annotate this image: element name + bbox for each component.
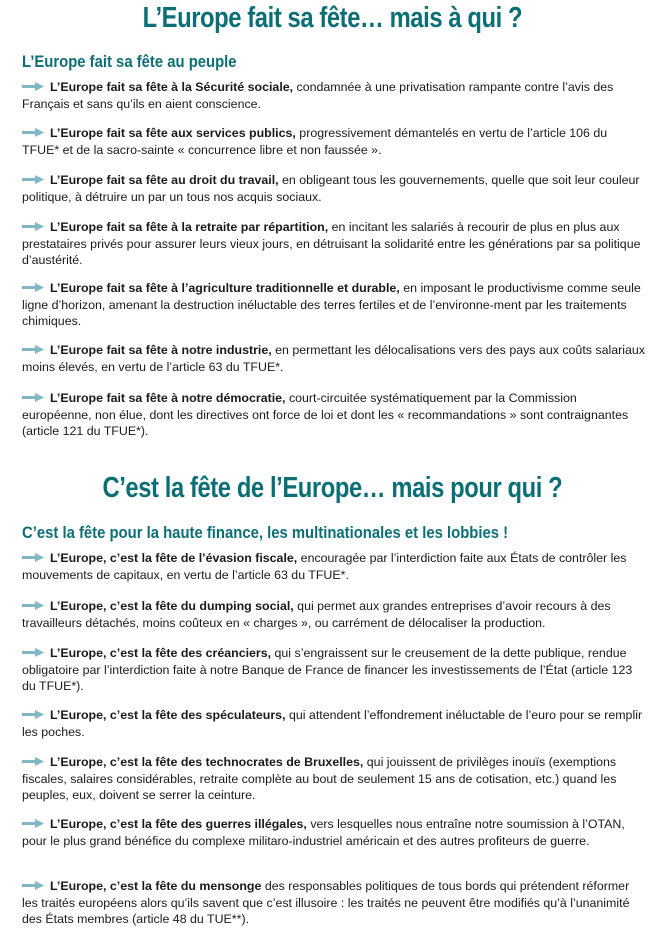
item-text: qui permet aux grandes entreprises d’avoir recours à des travailleurs détachés, moins coûteux en « charges », ou carrément de délocaliser la production.: [22, 599, 611, 630]
arrow-icon: [22, 175, 44, 184]
item-text: progressivement démantelés en vertu de l’article 106 du TFUE* et de la sacro-sainte « concurrence libre et non faussée ».: [22, 126, 608, 157]
list-item: [22, 550, 647, 583]
item-lead: L’Europe, c’est la fête des technocrates de Bruxelles,: [50, 755, 364, 769]
item-text: court-circuitée systématiquement par la Commission européenne, non élue, dont les directives ont force de loi et dont les « recommandations » sont contraignantes (article 121 du TFUE*).: [22, 391, 629, 438]
item-lead: L’Europe fait sa fête à l’agriculture traditionnelle et durable,: [50, 281, 400, 295]
item-lead: L’Europe fait sa fête à notre démocratie,: [50, 391, 286, 405]
arrow-icon: [22, 757, 44, 766]
item-text: qui s’engraissent sur le creusement de la dette publique, rendue obligatoire par l’interdiction faite à notre Banque de France de financer les investissements de l’État (article 123 du TFUE*).: [22, 646, 633, 693]
item-lead: L’Europe fait sa fête à la Sécurité sociale,: [50, 80, 294, 94]
arrow-icon: [22, 345, 44, 354]
arrow-icon: [22, 393, 44, 402]
arrow-icon: [22, 283, 44, 292]
item-text: condamnée à une privatisation rampante contre l’avis des Français et sans qu’ils en aient conscience.: [22, 80, 614, 111]
item-lead: L’Europe, c’est la fête du mensonge: [50, 879, 262, 893]
item-text: qui attendent l’effondrement inéluctable de l’euro pour se remplir les poches.: [22, 708, 643, 739]
list-item: [22, 598, 647, 631]
item-text: qui jouissent de privilèges inouïs (exemptions fiscales, salaires considérables, retraite complète au bout de seulement 15 ans de cotisation, etc.) quand les peuples, eux, doivent se serrer la ceinture.: [22, 755, 617, 802]
item-text: en imposant le productivisme comme seule ligne d’horizon, amenant la destruction inéluctable des terres fertiles et de l’environne-ment par les traitements chimiques.: [22, 281, 641, 328]
section2-subtitle: C’est la fête pour la haute finance, les multinationales et les lobbies !: [22, 524, 509, 542]
item-lead: L’Europe, c’est la fête de l’évasion fiscale,: [50, 551, 298, 565]
section2-title: C’est la fête de l’Europe… mais pour qui ?: [102, 472, 563, 504]
list-item: [22, 707, 647, 740]
item-lead: L’Europe, c’est la fête des spéculateurs,: [50, 708, 286, 722]
list-item: [22, 754, 647, 804]
item-text: des responsables politiques de tous bords qui prétendent réformer les traités européens alors qu’ils savent que c’est illusoire : les traités ne peuvent être modifiés qu’à l’unanimité des États membres (article 48 du TUE**).: [22, 879, 630, 926]
list-item: [22, 79, 647, 112]
item-text: en obligeant tous les gouvernements, quelle que soit leur couleur politique, à détruire un par un tous nos acquis sociaux.: [22, 173, 640, 204]
item-text: encouragée par l’interdiction faite aux États de contrôler les mouvements de capitaux, en vertu de l’article 63 du TFUE*.: [22, 551, 627, 582]
item-text: vers lesquelles nous entraîne notre soumission à l’OTAN, pour le plus grand bénéfice du complexe militaro-industriel américain et des autres profiteurs de guerre.: [22, 817, 625, 848]
arrow-icon: [22, 128, 44, 137]
list-item: [22, 219, 647, 269]
item-text: en incitant les salariés à recourir de plus en plus aux prestataires privés pour assurer leurs vieux jours, en détruisant la solidarité entre les générations par sa politique d’austérité.: [22, 220, 641, 267]
item-lead: L’Europe fait sa fête au droit du travail,: [50, 173, 279, 187]
list-item: [22, 645, 647, 695]
item-lead: L’Europe, c’est la fête des guerres illégales,: [50, 817, 307, 831]
list-item: [22, 816, 647, 849]
arrow-icon: [22, 819, 44, 828]
item-lead: L’Europe, c’est la fête du dumping social,: [50, 599, 294, 613]
arrow-icon: [22, 648, 44, 657]
arrow-icon: [22, 710, 44, 719]
item-lead: L’Europe fait sa fête à notre industrie,: [50, 343, 272, 357]
item-lead: L’Europe, c’est la fête des créanciers,: [50, 646, 272, 660]
list-item: [22, 390, 647, 440]
arrow-icon: [22, 82, 44, 91]
item-lead: L’Europe fait sa fête aux services publics,: [50, 126, 296, 140]
arrow-icon: [22, 881, 44, 890]
list-item: [22, 125, 647, 158]
list-item: [22, 280, 647, 330]
list-item: [22, 878, 647, 928]
list-item: [22, 342, 647, 375]
arrow-icon: [22, 222, 44, 231]
section1-title: L’Europe fait sa fête… mais à qui ?: [142, 2, 523, 34]
item-lead: L’Europe fait sa fête à la retraite par répartition,: [50, 220, 329, 234]
list-item: [22, 172, 647, 205]
item-text: en permettant les délocalisations vers des pays aux coûts salariaux moins élevés, en vertu de l’article 63 du TFUE*.: [22, 343, 645, 374]
arrow-icon: [22, 553, 44, 562]
arrow-icon: [22, 601, 44, 610]
section1-subtitle: L’Europe fait sa fête au peuple: [22, 53, 237, 71]
